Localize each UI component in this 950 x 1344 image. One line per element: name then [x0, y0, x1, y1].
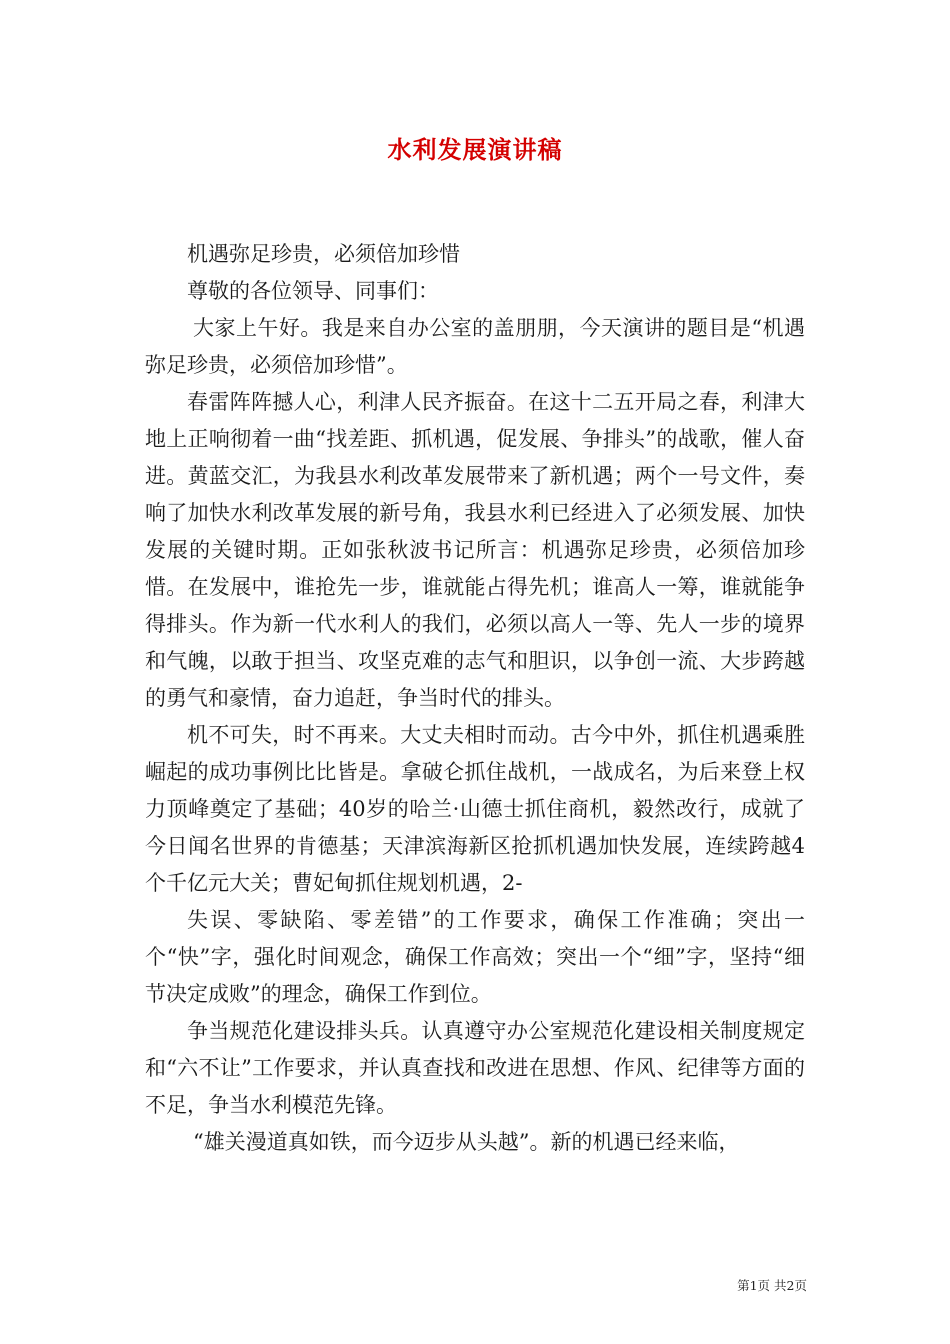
paragraph: 机不可失，时不再来。大丈夫相时而动。古今中外，抓住机遇乘胜崛起的成功事例比比皆是。拿破仑抓住战机，一战成名，为后来登上权力顶峰奠定了基础；40岁的哈兰·山德士抓住商机，毅然改行，成就了今日闻名世界的肯德基；天津滨海新区抢抓机遇加快发展，连续跨越4个千亿元大关；曹妃甸抓住规划机遇，2- — [145, 723, 805, 895]
paragraph: 争当规范化建设排头兵。认真遵守办公室规范化建设相关制度规定和“六不让”工作要求，并认真查找和改进在思想、作风、纪律等方面的不足，争当水利模范先锋。 — [145, 1019, 805, 1117]
paragraph-greeting: 大家上午好。我是来自办公室的盖朋朋，今天演讲的题目是“机遇弥足珍贵，必须倍加珍惜”。 — [145, 316, 805, 377]
paragraph: 失误、零缺陷、零差错”的工作要求，确保工作准确；突出一个“快”字，强化时间观念，确保工作高效；突出一个“细”字，坚持“细节决定成败”的理念，确保工作到位。 — [145, 908, 805, 1006]
paragraph-salutation: 尊敬的各位领导、同事们： — [187, 279, 439, 303]
paragraph: 春雷阵阵撼人心，利津人民齐振奋。在这十二五开局之春，利津大地上正响彻着一曲“找差距、抓机遇，促发展、争排头”的战歌，催人奋进。黄蓝交汇，为我县水利改革发展带来了新机遇；两个一号文件，奏响了加快水利改革发展的新号角，我县水利已经进入了必须发展、加快发展的关键时期。正如张秋波书记所言：机遇弥足珍贵，必须倍加珍惜。在发展中，谁抢先一步，谁就能占得先机；谁高人一筹，谁就能争得排头。作为新一代水利人的我们，必须以高人一等、先人一步的境界和气魄，以敢于担当、攻坚克难的志气和胆识，以争创一流、大步跨越的勇气和豪情，奋力追赶，争当时代的排头。 — [145, 390, 805, 710]
page-number: 第1页 共2页 — [737, 1278, 807, 1293]
paragraph: “雄关漫道真如铁，而今迈步从头越”。新的机遇已经来临， — [193, 1130, 740, 1154]
document-title: 水利发展演讲稿 — [387, 136, 563, 164]
paragraph-subtitle: 机遇弥足珍贵，必须倍加珍惜 — [187, 242, 460, 266]
document-body — [145, 236, 805, 1161]
